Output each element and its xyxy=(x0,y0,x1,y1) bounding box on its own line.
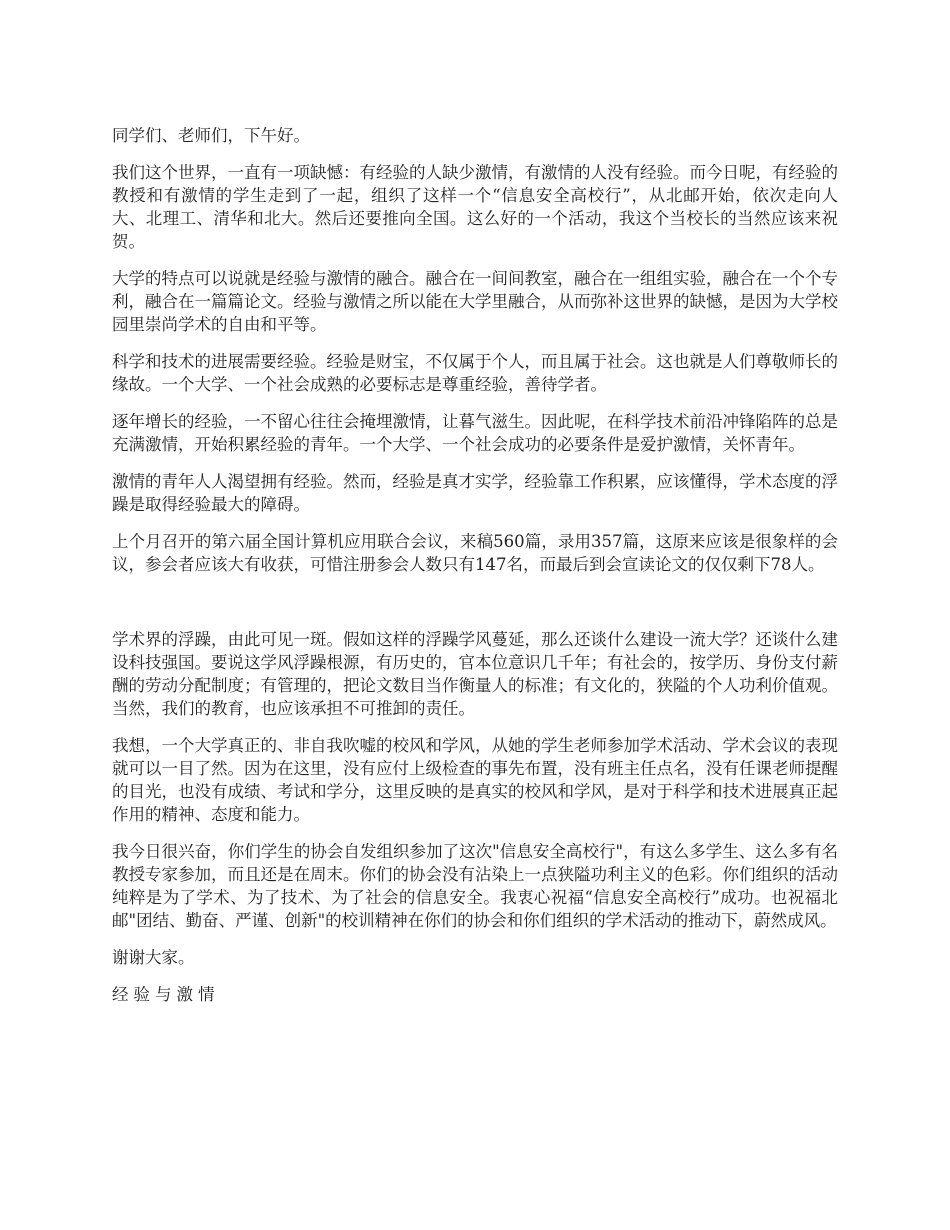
section-gap xyxy=(112,590,838,628)
paragraph-3: 科学和技术的进展需要经验。经验是财宝，不仅属于个人，而且属于社会。这也就是人们尊敬师长的缘故。一个大学、一个社会成熟的必要标志是尊重经验，善待学者。 xyxy=(112,352,838,394)
signature-title: 经验与激情 xyxy=(112,985,220,1004)
paragraph-1: 我们这个世界，一直有一项缺憾：有经验的人缺少激情，有激情的人没有经验。而今日呢，有经验的教授和有激情的学生走到了一起，组织了这样一个“信息安全高校行”，从北邮开始，依次走向人大、北理工、清华和北大。然后还要推向全国。这么好的一个活动，我这个当校长的当然应该来祝贺。 xyxy=(112,163,838,251)
paragraph-4: 逐年增长的经验，一不留心往往会掩埋激情，让暮气滋生。因此呢，在科学技术前沿冲锋陷阵的总是充满激情，开始积累经验的青年。一个大学、一个社会成功的必要条件是爱护激情，关怀青年。 xyxy=(112,412,838,454)
paragraph-2: 大学的特点可以说就是经验与激情的融合。融合在一间间教室，融合在一组组实验，融合在一个个专利，融合在一篇篇论文。经验与激情之所以能在大学里融合，从而弥补这世界的缺憾，是因为大学校园里崇尚学术的自由和平等。 xyxy=(112,269,838,334)
paragraph-closing: 谢谢大家。 xyxy=(112,948,195,967)
paragraph-6: 上个月召开的第六届全国计算机应用联合会议，来稿560篇，录用357篇，这原来应该是很象样的会议，参会者应该大有收获，可惜注册参会人数只有147名，而最后到会宣读论文的仅仅剩下78人。 xyxy=(112,532,838,574)
paragraph-8: 我想，一个大学真正的、非自我吹嘘的校风和学风，从她的学生老师参加学术活动、学术会议的表现就可以一目了然。因为在这里，没有应付上级检查的事先布置，没有班主任点名，没有任课老师提醒的目光，也没有成绩、考试和学分，这里反映的是真实的校风和学风，是对于科学和技术进展真正起作用的精神、态度和能力。 xyxy=(112,736,838,824)
paragraph-greeting: 同学们、老师们，下午好。 xyxy=(112,126,310,145)
paragraph-9: 我今日很兴奋，你们学生的协会自发组织参加了这次"信息安全高校行"，有这么多学生、这么多有名教授专家参加，而且还是在周末。你们的协会没有沾染上一点狭隘功利主义的色彩。你们组织的活动纯粹是为了学术、为了技术、为了社会的信息安全。我衷心祝福“信息安全高校行”成功。也祝福北邮"团结、勤奋、严谨、创新"的校训精神在你们的协会和你们组织的学术活动的推动下，蔚然成风。 xyxy=(112,842,838,930)
paragraph-7: 学术界的浮躁，由此可见一斑。假如这样的浮躁学风蔓延，那么还谈什么建设一流大学？还谈什么建设科技强国。要说这学风浮躁根源，有历史的，官本位意识几千年；有社会的，按学历、身份支付薪酬的劳动分配制度；有管理的，把论文数目当作衡量人的标准；有文化的，狭隘的个人功利价值观。当然，我们的教育，也应该承担不可推卸的责任。 xyxy=(112,630,838,718)
paragraph-5: 激情的青年人人渴望拥有经验。然而，经验是真才实学，经验靠工作积累，应该懂得，学术态度的浮躁是取得经验最大的障碍。 xyxy=(112,472,838,514)
